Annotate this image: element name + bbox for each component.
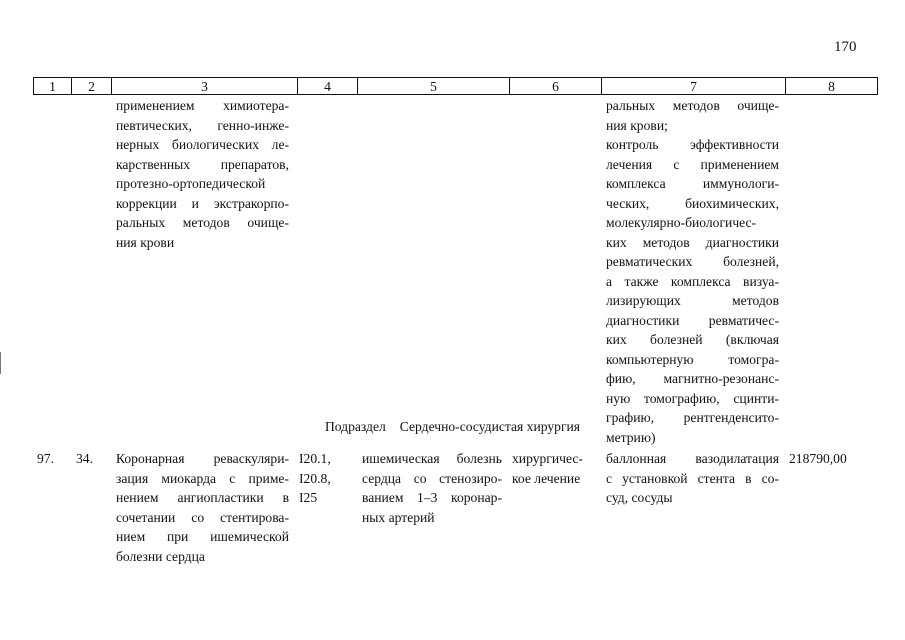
text-line: а также комплекса визуа-	[606, 273, 779, 289]
text-line: ких болезней (включая	[606, 332, 779, 347]
column-number-3: 3	[112, 78, 298, 95]
text-line: сочетании со стентирова-	[116, 509, 289, 525]
text-line: применением химиотера-	[116, 98, 289, 113]
column-number-4: 4	[298, 78, 358, 95]
text-line: диагностики ревматичес-	[606, 312, 779, 328]
entry-care-type	[116, 449, 289, 566]
text-line: нием при ишемической	[116, 529, 289, 544]
column-number-6: 6	[510, 78, 602, 95]
column-number-8: 8	[786, 78, 878, 95]
entry-price: 218790,00	[789, 451, 847, 466]
text-line: комплекса иммунологи-	[606, 176, 779, 191]
scan-artifact-mark: ˋ	[183, 561, 187, 573]
column-number-7: 7	[602, 78, 786, 95]
text-line: ванием 1–3 коронар-	[362, 490, 502, 505]
text-line: протезно-ортопедической	[116, 176, 266, 191]
text-line: баллонная вазодилатация	[606, 451, 779, 466]
text-line: ния крови	[116, 234, 175, 250]
column-number-header	[33, 77, 878, 95]
text-line: ческих, биохимических,	[606, 195, 779, 211]
text-line: ишемическая болезнь	[362, 451, 502, 466]
text-line: лизирующих методов	[606, 293, 779, 308]
continued-method-description	[606, 96, 779, 447]
text-line: с установкой стента в со-	[606, 470, 779, 486]
text-line: лечения с применением	[606, 156, 779, 172]
column-number-5: 5	[358, 78, 510, 95]
scan-edge-mark	[0, 352, 1, 374]
text-line: метрию)	[606, 429, 656, 445]
text-line: ких методов диагностики	[606, 234, 779, 250]
text-line: Коронарная реваскуляри-	[116, 451, 289, 466]
text-line: I25	[299, 490, 318, 505]
text-line: ральных методов очище-	[116, 215, 289, 230]
column-number-2: 2	[72, 78, 112, 95]
entry-treatment-type	[512, 449, 596, 488]
text-line: ревматических болезней,	[606, 254, 779, 269]
text-line: болезни сердца	[116, 548, 205, 564]
text-line: I20.1,	[299, 451, 331, 466]
text-line: ных артерий	[362, 509, 435, 525]
text-line: хирургичес-	[512, 451, 583, 466]
text-line: кое лечение	[512, 470, 581, 486]
text-line: ния крови;	[606, 117, 668, 133]
text-line: контроль эффективности	[606, 137, 779, 152]
page-number: 170	[834, 39, 857, 55]
text-line: ную томографию, сцинти-	[606, 390, 779, 406]
entry-treatment-method	[606, 449, 779, 508]
text-line: I20.8,	[299, 470, 331, 486]
text-line: коррекции и экстракорпо-	[116, 195, 289, 211]
subsection-title: Сердечно-сосудистая хирургия	[399, 419, 581, 434]
text-line: компьютерную томогра-	[606, 351, 779, 367]
text-line: нением ангиопластики в	[116, 490, 289, 505]
text-line: суд, сосуды	[606, 490, 673, 505]
entry-patient-model	[362, 449, 502, 527]
entry-number: 97.	[37, 451, 54, 466]
subsection-heading	[0, 419, 905, 435]
continued-treatment-methods	[116, 96, 289, 252]
text-line: молекулярно-биологичес-	[606, 215, 757, 230]
text-line: певтических, генно-инже-	[116, 117, 289, 133]
text-line: зация миокарда с приме-	[116, 470, 289, 486]
text-line: сердца со стенозиро-	[362, 470, 502, 486]
entry-icd-codes	[299, 449, 351, 508]
text-line: ральных методов очище-	[606, 98, 779, 113]
column-number-1: 1	[34, 78, 72, 95]
text-line: карственных препаратов,	[116, 156, 289, 172]
entry-group-number: 34.	[76, 451, 93, 466]
text-line: нерных биологических ле-	[116, 137, 289, 152]
text-line: фию, магнитно-резонанс-	[606, 371, 779, 386]
subsection-label: Подраздел	[324, 419, 386, 434]
text-line: графию, рентгенденсито-	[606, 410, 779, 425]
